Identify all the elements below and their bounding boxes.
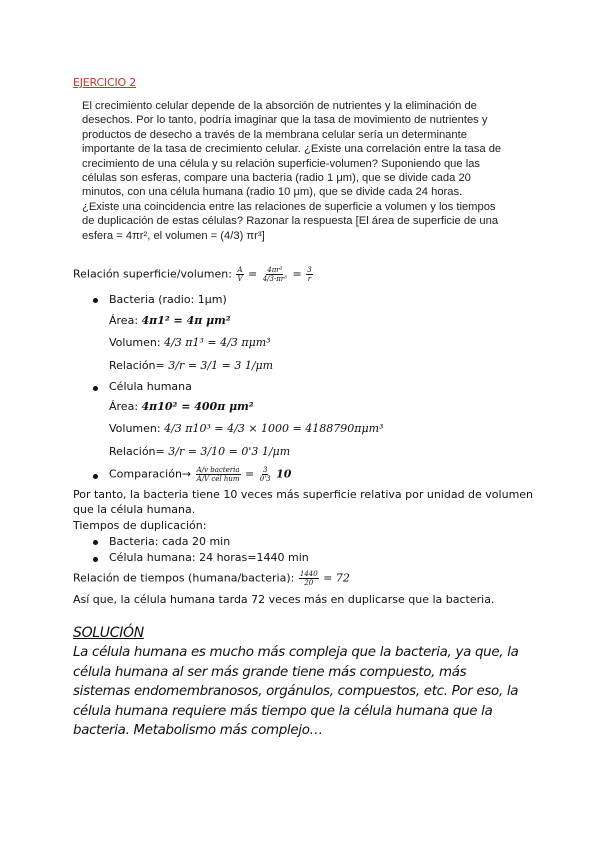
time-ratio-line: Relación de tiempos (humana/bacteria): $\frac{1440}{20}$ = 72 [73, 570, 350, 587]
solution-title: SOLUCIÓN [73, 625, 144, 641]
human-area: Área: 4π10² = 400π μm² [109, 400, 254, 413]
bacteria-relation: Relación= 3/r = 3/1 = 3 1/μm [109, 359, 274, 372]
bacteria-area: Área: 4π1² = 4π μm² [109, 314, 231, 327]
duplication-title: Tiempos de duplicación: [73, 519, 207, 532]
ratio-label: Relación superficie/volumen: [73, 267, 232, 281]
duplication-item-human: Célula humana: 24 horas=1440 min [109, 551, 309, 564]
human-volume: Volumen: 4/3 π10³ = 4/3 × 1000 = 4188790πμm³ [109, 422, 384, 435]
comparison-frac: $\frac{\text{A/v bacteria}}{\text{A/V cél hum}}$ [196, 466, 240, 483]
problem-statement: El crecimiento celular depende de la absorción de nutrientes y la eliminación de desechos. Por lo tanto, podría imaginar que la tasa de movimiento de nutrientes y productos de desecho a través de la membrana celular sería un determinante importante de la tasa de crecimiento celular. ¿Existe una correlación entre la tasa de crecimiento de una célula y su relación superficie-volumen? Suponiendo que las células son esferas, compare una bacteria (radio 1 μm), que se divide cada 20 minutos, con una célula humana (radio 10 μm), que se divide cada 24 horas. ¿Existe una coincidencia entre las relaciones de superficie a volumen y los tiempos de duplicación de estas células? Razonar la respuesta [El área de superficie de una esfera = 4πr², el volumen = (4/3) πr³] [82, 100, 502, 242]
human-title: Célula humana [109, 380, 192, 393]
human-relation: Relación= 3/r = 3/10 = 0'3 1/μm [109, 445, 291, 458]
conclusion-line-2: Así que, la célula humana tarda 72 veces más en duplicarse que la bacteria. [73, 593, 495, 606]
bullet-dup-human [93, 557, 98, 562]
solution-text: La célula humana es mucho más compleja que la bacteria, ya que, la célula humana al ser más grande tiene más compuesto, más sistemas endomembranosos, orgánulos, compuestos, etc. Por eso, la célula humana requiere más tiempo que la célula humana que la bacteria. Metabolismo más complejo… [73, 645, 519, 739]
conclusion-line-1: Por tanto, la bacteria tiene 10 veces más superficie relativa por unidad de volumen [73, 488, 534, 501]
bullet-dup-bacteria [93, 540, 98, 545]
ratio-frac-av: $\frac{A}{V}$ [237, 266, 243, 283]
duplication-item-bacteria: Bacteria: cada 20 min [109, 535, 231, 548]
ratio-line: Relación superficie/volumen: $\frac{A}{V}$ = $\frac{\text{4πr²}}{\text{4/3·πr³}}$ = $\frac{3}{r}$ [73, 266, 312, 283]
ratio-frac-result: $\frac{3}{r}$ [307, 266, 312, 283]
bullet-comparison [93, 474, 98, 479]
bacteria-volume: Volumen: 4/3 π1³ = 4/3 πμm³ [109, 336, 271, 349]
time-ratio-frac: $\frac{1440}{20}$ [299, 570, 318, 587]
ratio-frac-formula: $\frac{\text{4πr²}}{\text{4/3·πr³}}$ [262, 266, 287, 283]
comparison-frac-values: $\frac{3}{0'3}$ [259, 466, 271, 483]
bullet-bacteria [93, 298, 98, 303]
conclusion-line-1b: que la célula humana. [73, 503, 196, 516]
bacteria-title: Bacteria (radio: 1μm) [109, 293, 227, 306]
bullet-human [93, 386, 98, 391]
exercise-heading: EJERCICIO 2 [73, 76, 137, 89]
comparison-line: Comparación→ $\frac{\text{A/v bacteria}}{\text{A/V cél hum}}$ = $\frac{3}{0'3}$ 10 [109, 466, 292, 483]
